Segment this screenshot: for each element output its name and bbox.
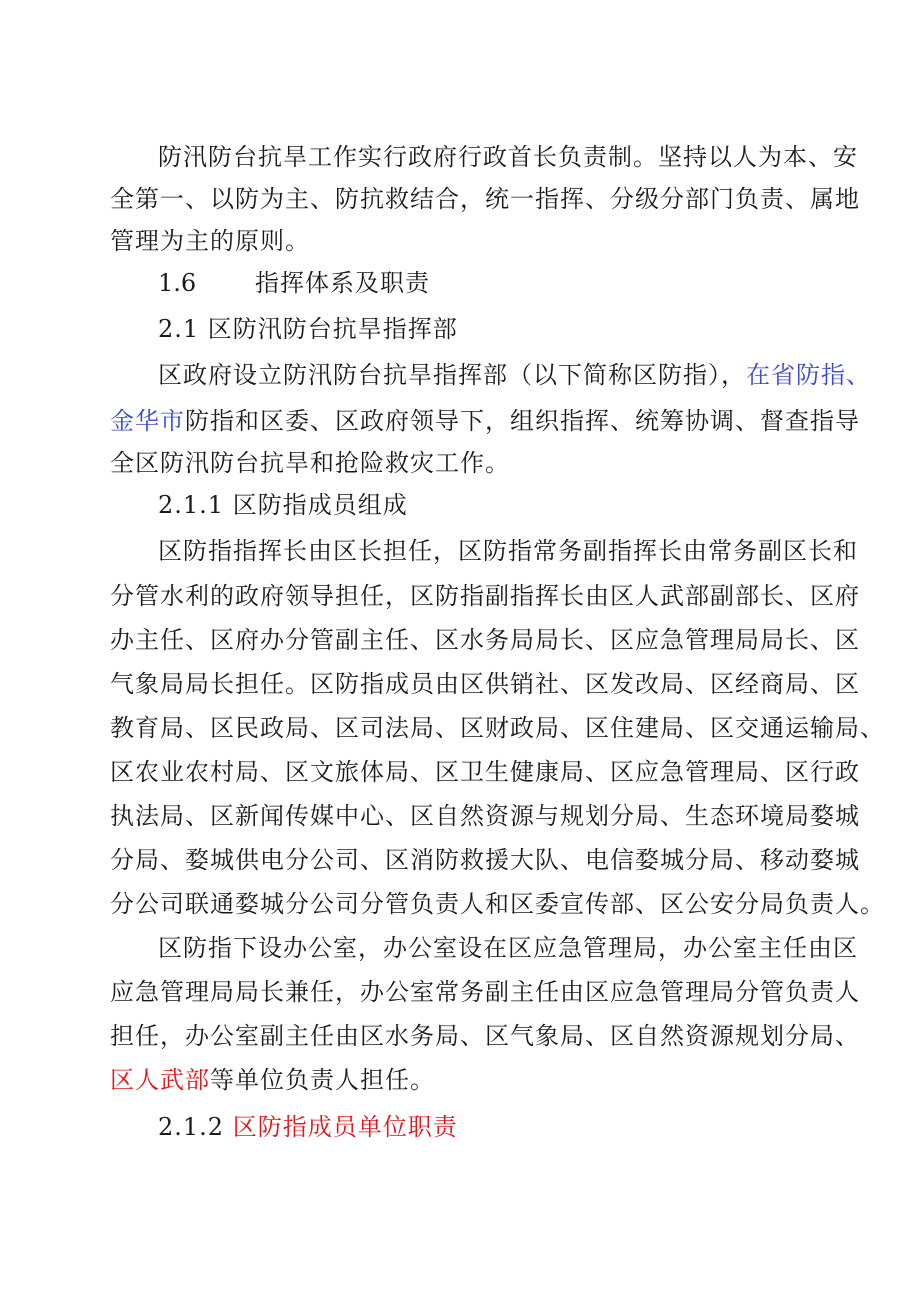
section-heading-1-6 xyxy=(0,267,920,299)
blue-highlight: 在省防指、 xyxy=(746,361,871,389)
paragraph-3-line-9: 分公司联通婺城分公司分管负责人和区委宣传部、区公安分局负责人。 xyxy=(110,890,885,918)
paragraph-3-line-6: 区农业农村局、区文旅体局、区卫生健康局、区应急管理局、区行政 xyxy=(110,758,860,786)
red-highlight: 区人武部 xyxy=(110,1066,210,1094)
paragraph-1-line-2: 全第一、以防为主、防抗救结合，统一指挥、分级分部门负责、属地 xyxy=(110,185,860,213)
section-heading-2-1-1: 2.1.1 区防指成员组成 xyxy=(158,491,408,519)
section-heading-2-1: 2.1 区防汛防台抗旱指挥部 xyxy=(158,315,458,343)
paragraph-4-line-1: 区防指下设办公室，办公室设在区应急管理局，办公室主任由区 xyxy=(158,934,858,962)
blue-highlight: 金华市 xyxy=(110,407,185,435)
paragraph-4-line-2: 应急管理局局长兼任，办公室常务副主任由区应急管理局分管负责人 xyxy=(110,978,860,1006)
paragraph-2-text: 区政府设立防汛防台抗旱指挥部（以下简称区防指）， xyxy=(158,361,746,389)
paragraph-4-text: 等单位负责人担任。 xyxy=(210,1066,435,1094)
paragraph-4-line-4 xyxy=(110,1064,830,1096)
section-title: 指挥体系及职责 xyxy=(255,269,430,297)
paragraph-1-line-1: 防汛防台抗旱工作实行政府行政首长负责制。坚持以人为本、安 xyxy=(158,143,858,171)
paragraph-3-line-8: 分局、婺城供电分公司、区消防救援大队、电信婺城分局、移动婺城 xyxy=(110,846,860,874)
section-number: 1.6 xyxy=(158,269,197,297)
paragraph-3-line-1: 区防指指挥长由区长担任，区防指常务副指挥长由常务副区长和 xyxy=(158,537,858,565)
paragraph-2-line-2 xyxy=(110,405,860,437)
section-number: 2.1.2 xyxy=(158,1113,233,1141)
paragraph-1-line-3: 管理为主的原则。 xyxy=(110,227,310,255)
paragraph-3-line-2: 分管水利的政府领导担任，区防指副指挥长由区人武部副部长、区府 xyxy=(110,582,860,610)
paragraph-3-line-7: 执法局、区新闻传媒中心、区自然资源与规划分局、生态环境局婺城 xyxy=(110,802,860,830)
paragraph-3-line-3: 办主任、区府办分管副主任、区水务局局长、区应急管理局局长、区 xyxy=(110,626,860,654)
paragraph-4-line-3: 担任，办公室副主任由区水务局、区气象局、区自然资源规划分局、 xyxy=(110,1022,860,1050)
paragraph-2-line-1 xyxy=(158,359,878,391)
paragraph-3-line-5: 教育局、区民政局、区司法局、区财政局、区住建局、区交通运输局、 xyxy=(110,714,885,742)
section-heading-2-1-2 xyxy=(158,1111,878,1143)
paragraph-2-line-3: 全区防汛防台抗旱和抢险救灾工作。 xyxy=(110,449,510,477)
paragraph-2-text: 防指和区委、区政府领导下，组织指挥、统筹协调、督查指导 xyxy=(185,407,860,435)
paragraph-3-line-4: 气象局局长担任。区防指成员由区供销社、区发改局、区经商局、区 xyxy=(110,670,860,698)
section-title-red: 区防指成员单位职责 xyxy=(232,1113,458,1141)
